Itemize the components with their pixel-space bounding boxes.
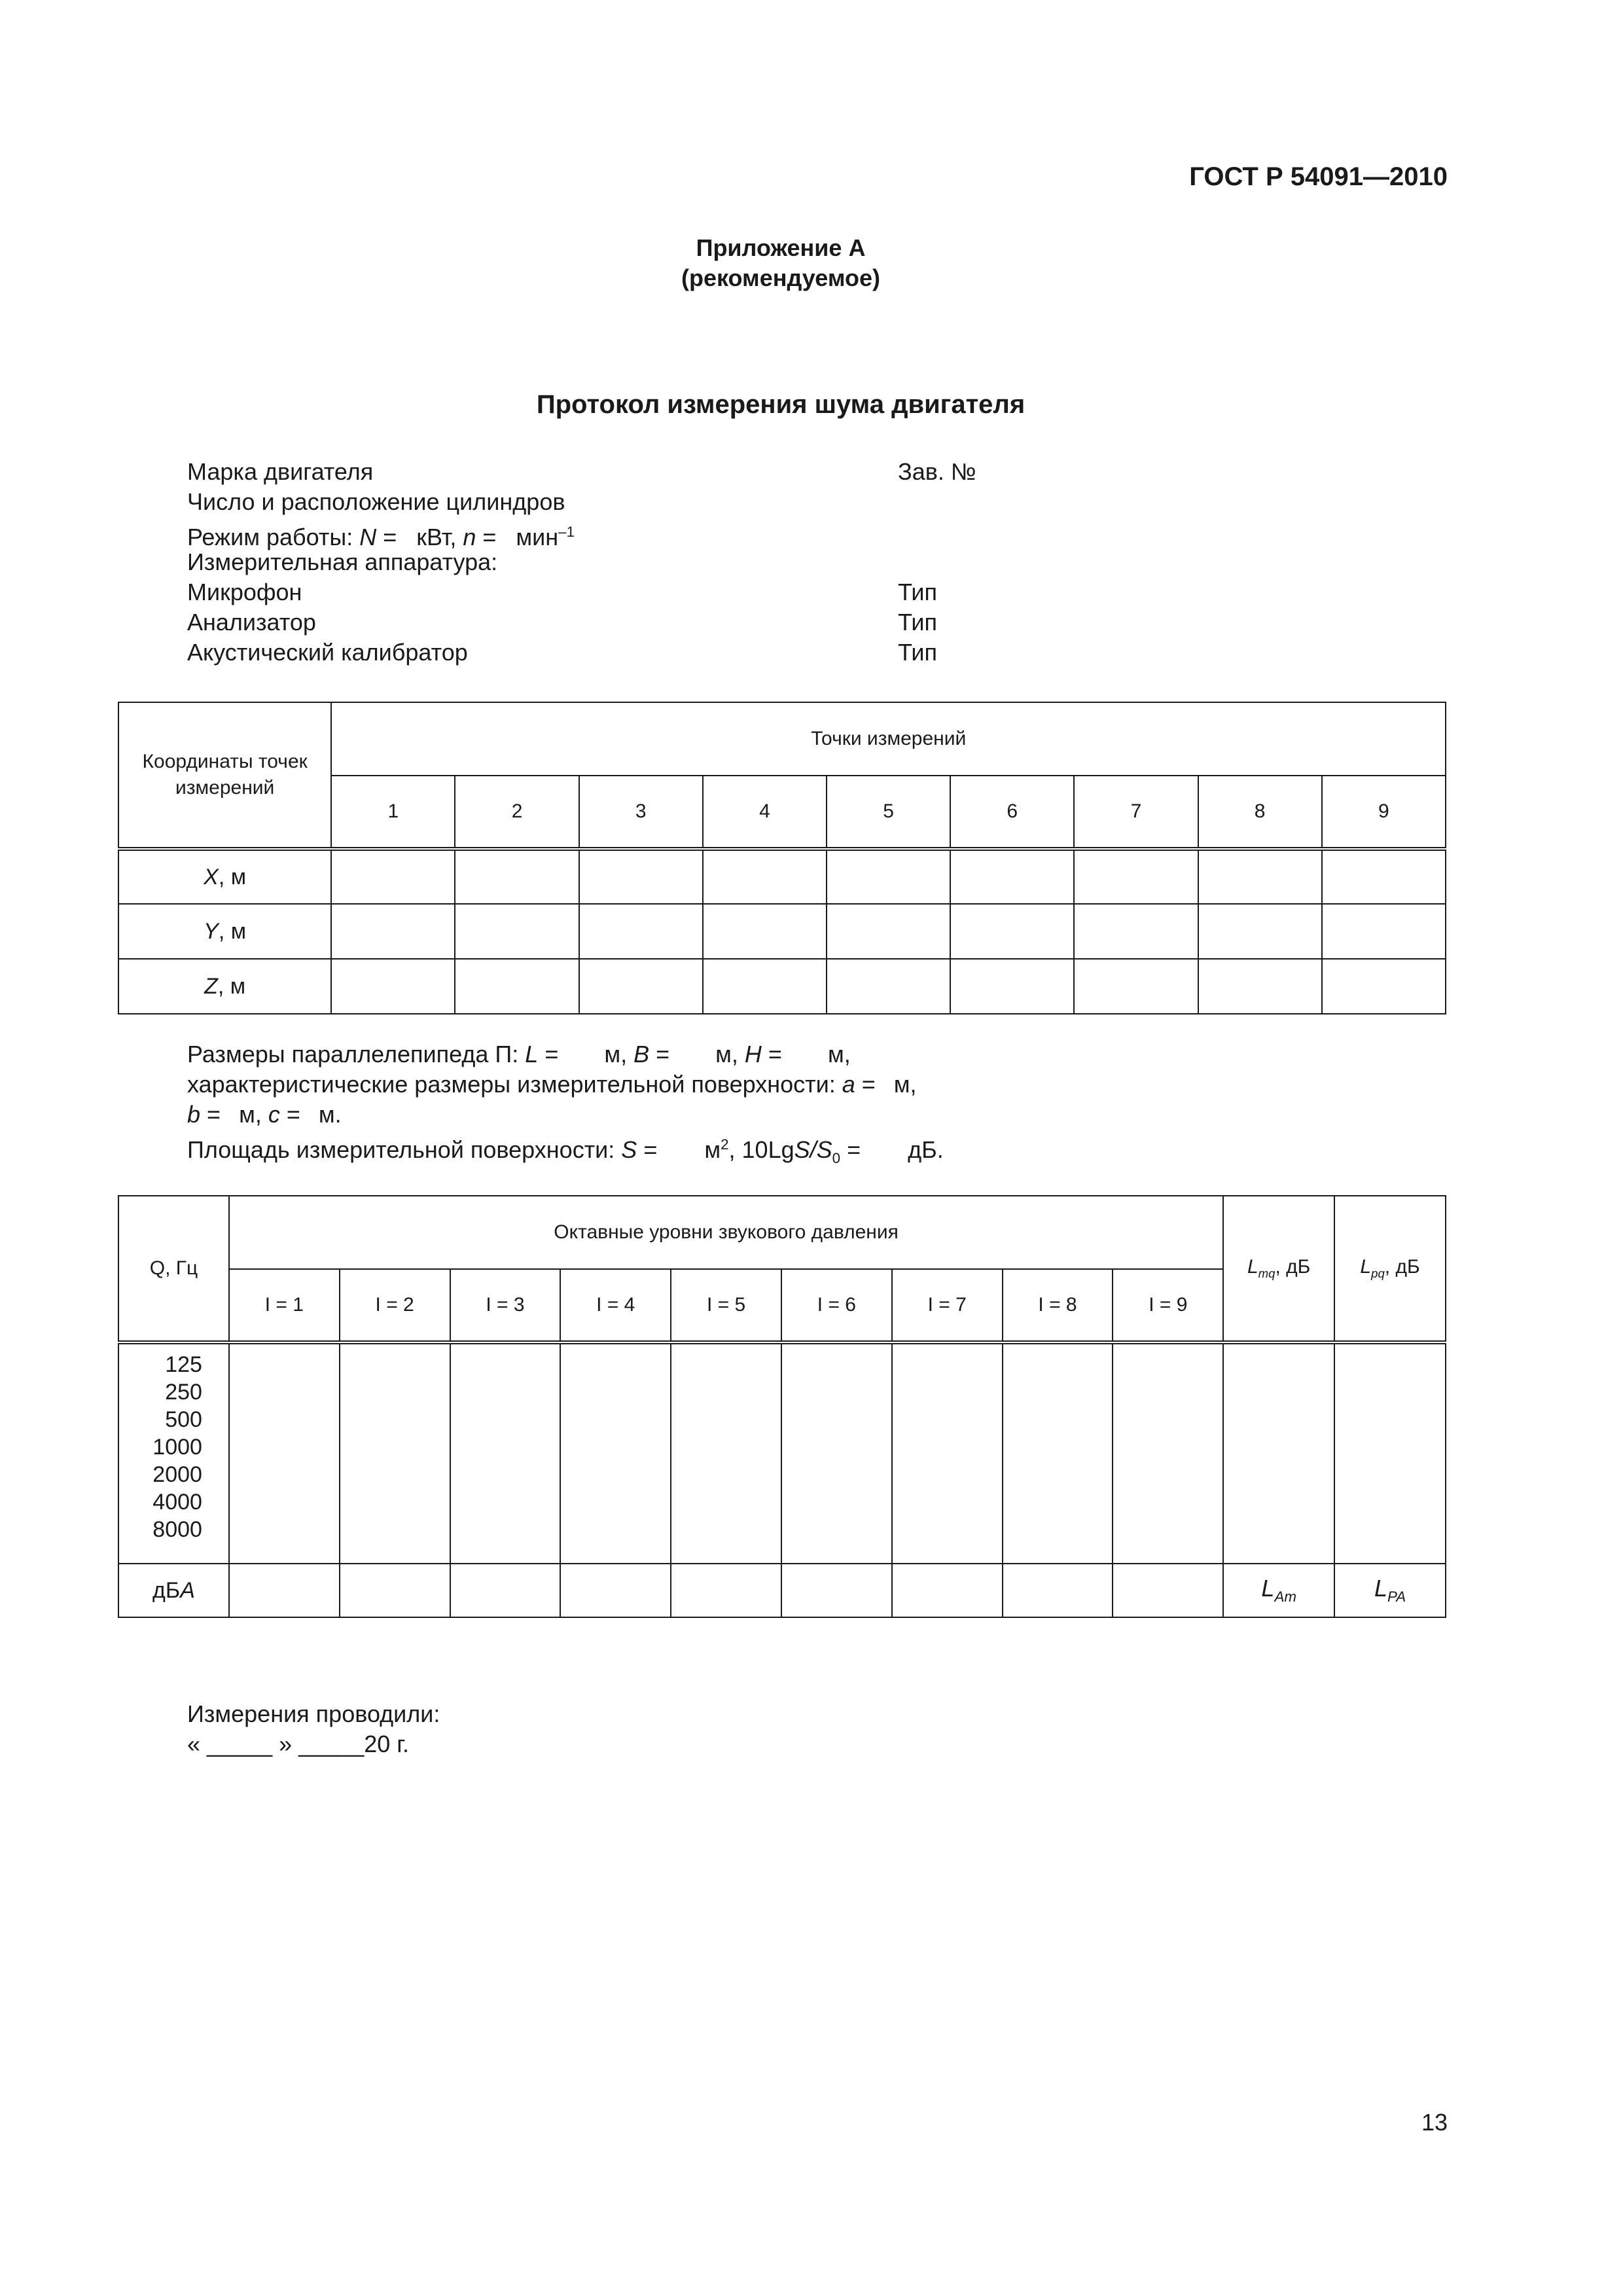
point-number: 3 bbox=[579, 776, 703, 849]
lmq-header: $L_{mq}$, дБ bbox=[1223, 1196, 1334, 1342]
table-row bbox=[118, 1342, 1446, 1564]
serial-number-label: Зав. № bbox=[898, 458, 976, 485]
dimensions-block bbox=[187, 1039, 944, 1167]
table-row bbox=[118, 959, 1446, 1014]
analyzer-type-label: Тип bbox=[898, 609, 938, 636]
coordinates-table bbox=[118, 702, 1446, 1014]
i-label: I = 9 bbox=[1113, 1269, 1223, 1342]
coord-label-y: Y, м bbox=[118, 904, 331, 959]
point-number: 1 bbox=[331, 776, 455, 849]
appendix-title: Приложение А bbox=[696, 234, 866, 261]
i-label: I = 5 bbox=[671, 1269, 781, 1342]
point-number: 6 bbox=[950, 776, 1074, 849]
surface-area-line: Площадь измерительной поверхности: $S = м^2$, $10LgS/S_0$ = дБ. bbox=[187, 1136, 944, 1167]
characteristic-dims-line: характеристические размеры измерительной поверхности: a = м, bbox=[187, 1071, 917, 1098]
points-header: Точки измерений bbox=[331, 702, 1446, 776]
signature-block bbox=[187, 1699, 440, 1759]
dba-label: дБA bbox=[118, 1564, 229, 1617]
point-number: 9 bbox=[1322, 776, 1446, 849]
i-label: I = 1 bbox=[229, 1269, 340, 1342]
protocol-title: Протокол измерения шума двигателя bbox=[536, 390, 1026, 419]
microphone-type-label: Тип bbox=[898, 579, 938, 605]
i-label: I = 4 bbox=[560, 1269, 671, 1342]
engine-info-block bbox=[187, 457, 976, 668]
parallelepiped-dims-line: Размеры параллелепипеда П: L = м, B = м, H = м, bbox=[187, 1041, 851, 1067]
point-number: 7 bbox=[1074, 776, 1198, 849]
i-label: I = 7 bbox=[892, 1269, 1003, 1342]
bc-dims-line: b = м, c = м. bbox=[187, 1101, 342, 1128]
lpa-cell: $L_{PA}$ bbox=[1334, 1564, 1446, 1617]
operating-mode-line: Режим работы: N = кВт, n = мин$^{-1}$ bbox=[187, 524, 575, 550]
date-line: « _____ » _____20 г. bbox=[187, 1731, 410, 1757]
i-label: I = 6 bbox=[781, 1269, 892, 1342]
analyzer-label: Анализатор bbox=[187, 609, 316, 636]
page-number: 13 bbox=[1421, 2109, 1448, 2136]
standard-number: ГОСТ Р 54091—2010 bbox=[1189, 162, 1448, 191]
calibrator-type-label: Тип bbox=[898, 639, 938, 666]
table-row bbox=[118, 849, 1446, 904]
coord-label-x: X, м bbox=[118, 849, 331, 904]
i-label: I = 2 bbox=[340, 1269, 450, 1342]
coord-label-z: Z, м bbox=[118, 959, 331, 1014]
octave-levels-table bbox=[118, 1195, 1446, 1618]
equipment-label: Измерительная аппаратура: bbox=[187, 548, 498, 575]
point-number: 4 bbox=[703, 776, 827, 849]
frequency-header: Q, Гц bbox=[118, 1196, 229, 1342]
octave-header: Октавные уровни звукового давления bbox=[229, 1196, 1223, 1269]
point-number: 2 bbox=[455, 776, 579, 849]
table-row bbox=[118, 1564, 1446, 1617]
point-number: 8 bbox=[1198, 776, 1322, 849]
microphone-label: Микрофон bbox=[187, 579, 302, 605]
lam-cell: $L_{Am}$ bbox=[1223, 1564, 1334, 1617]
i-label: I = 8 bbox=[1003, 1269, 1113, 1342]
table-row bbox=[118, 904, 1446, 959]
coord-header: Координаты точек измерений bbox=[118, 702, 331, 849]
appendix-subtitle: (рекомендуемое) bbox=[681, 264, 880, 291]
frequency-list: 125 250 500 1000 2000 4000 8000 bbox=[118, 1342, 229, 1564]
calibrator-label: Акустический калибратор bbox=[187, 639, 468, 666]
lpq-header: $L_{pq}$, дБ bbox=[1334, 1196, 1446, 1342]
engine-brand-label: Марка двигателя bbox=[187, 458, 374, 485]
conducted-by-label: Измерения проводили: bbox=[187, 1700, 440, 1727]
i-label: I = 3 bbox=[450, 1269, 561, 1342]
cylinders-label: Число и расположение цилиндров bbox=[187, 488, 565, 515]
point-number: 5 bbox=[827, 776, 950, 849]
